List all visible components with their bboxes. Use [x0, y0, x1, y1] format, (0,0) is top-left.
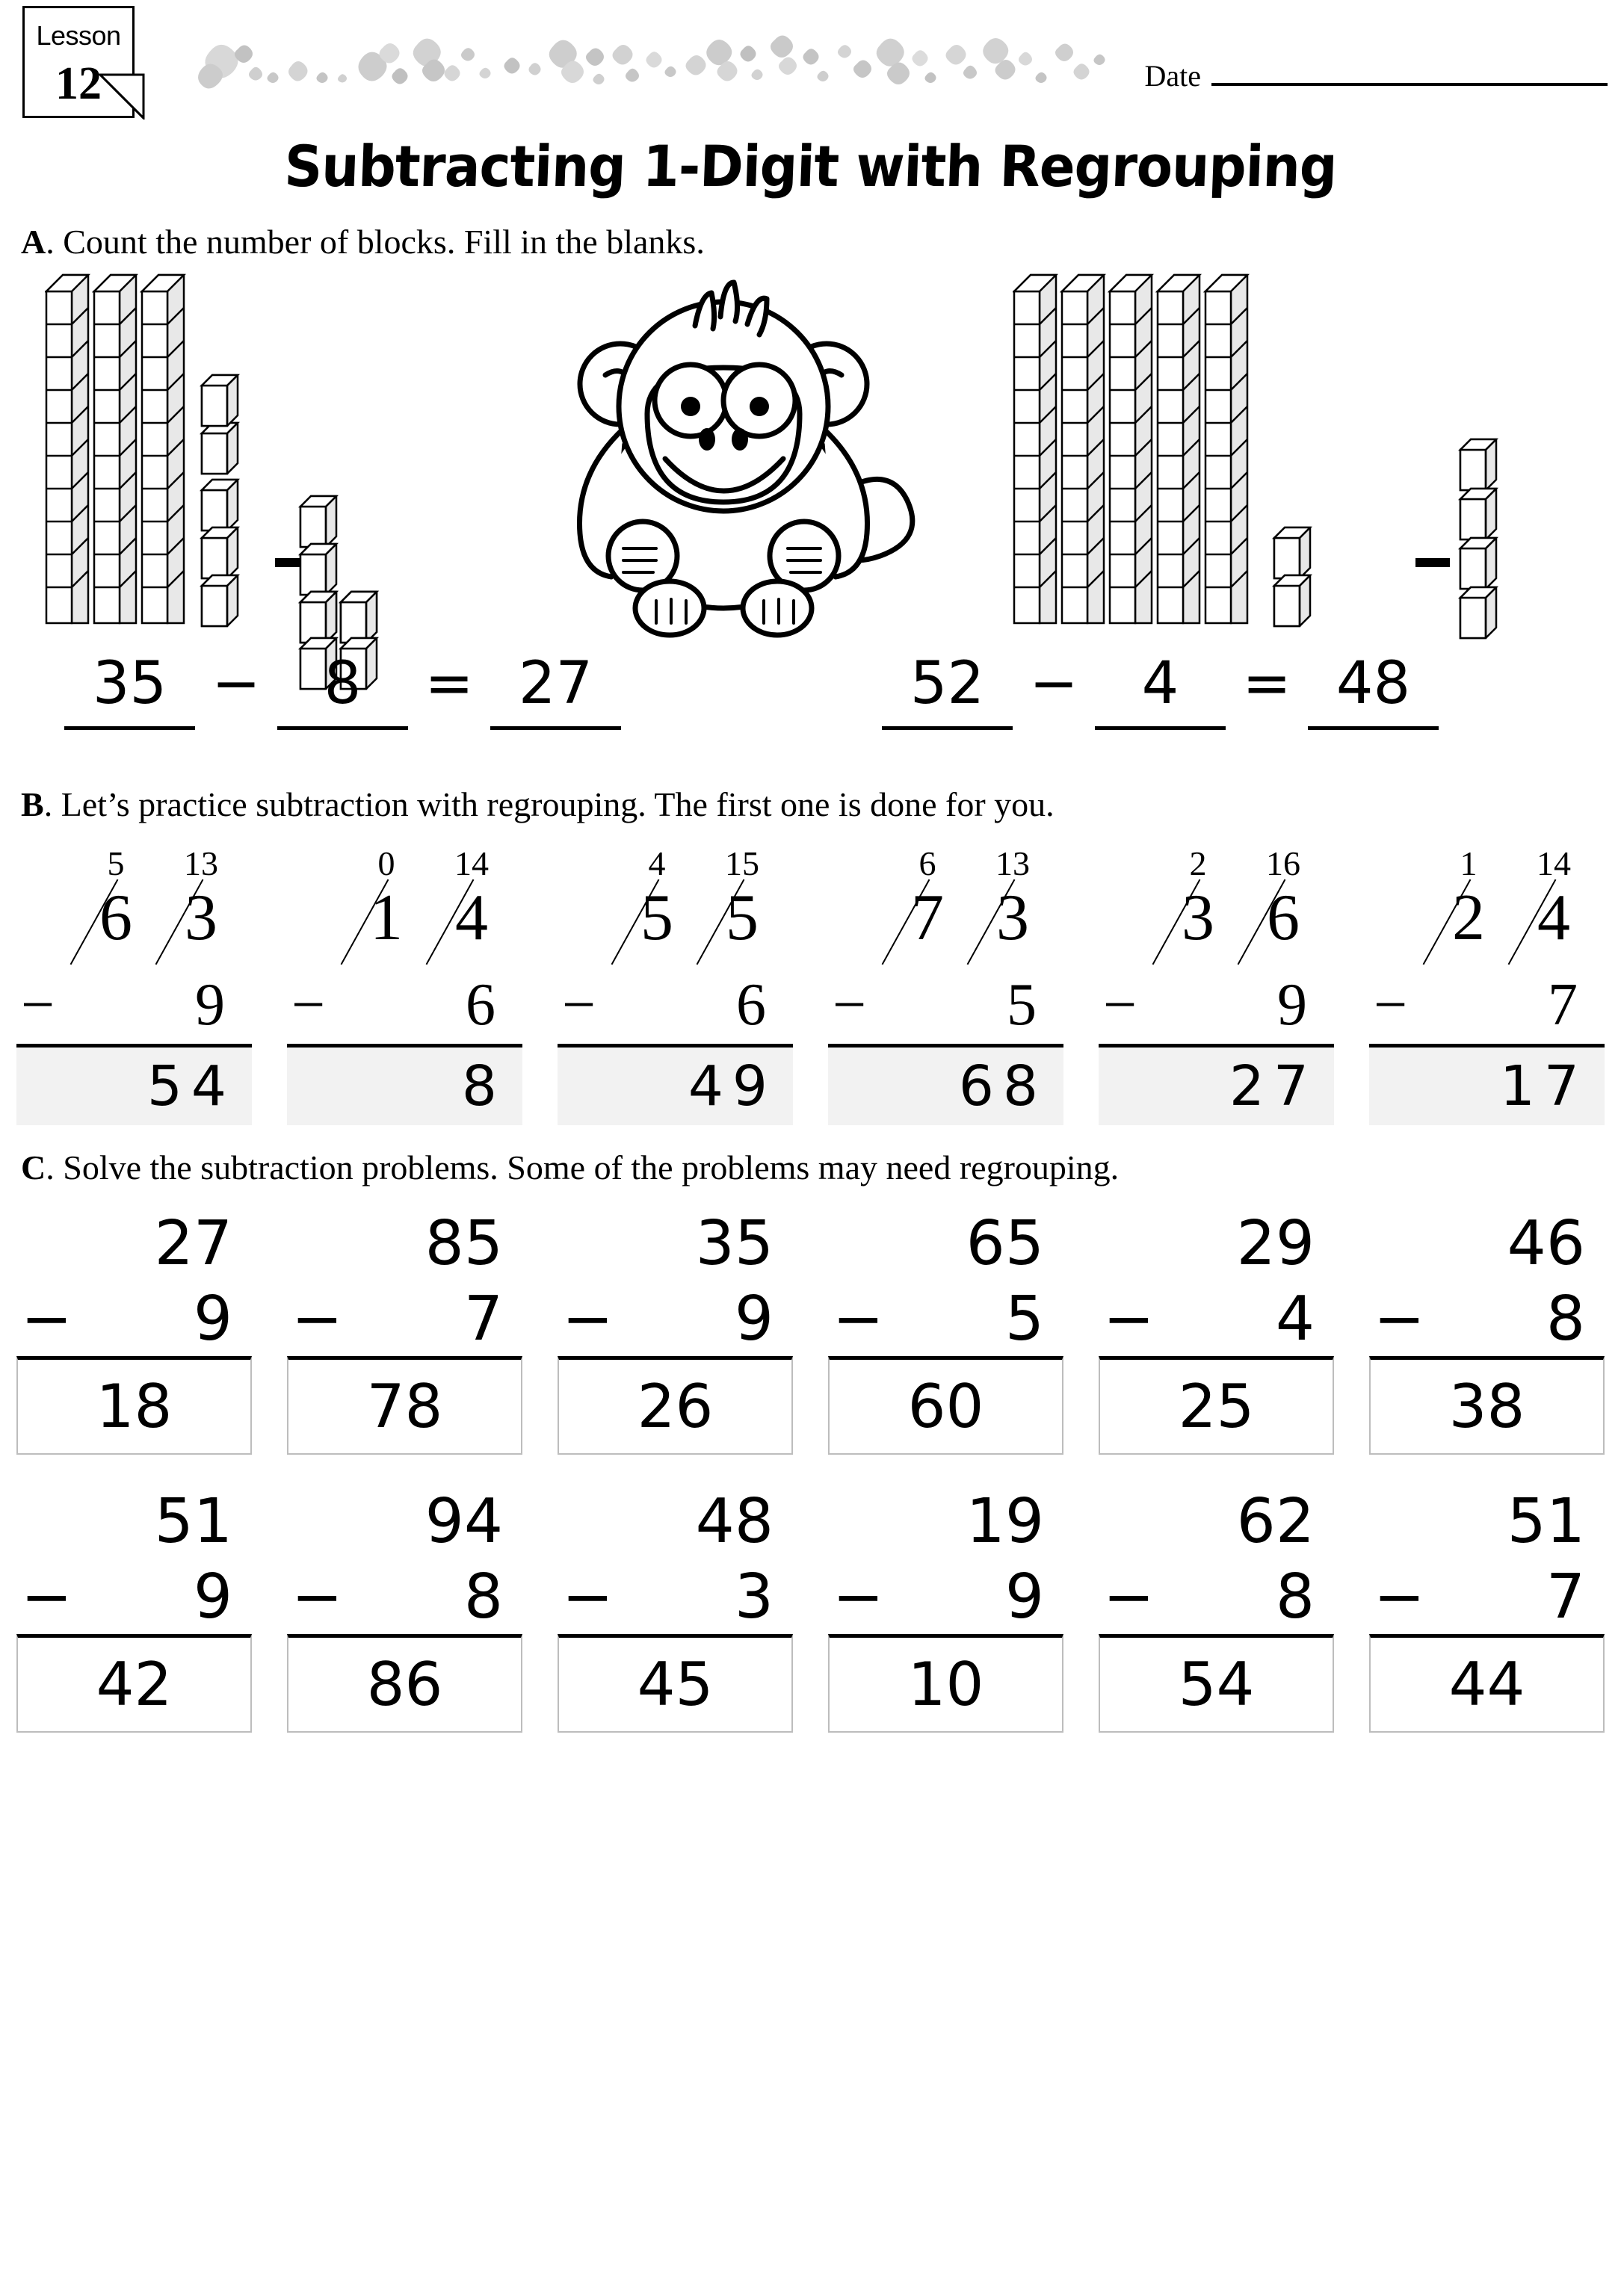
equation-1: [64, 650, 621, 730]
unit-cubes-group-1: [199, 272, 251, 631]
eq1-subtrahend[interactable]: 8: [277, 650, 408, 730]
answer-box[interactable]: 60: [828, 1356, 1063, 1455]
subtrahend-row: [287, 966, 522, 1044]
subtrahend: 7: [1548, 971, 1578, 1038]
subtrahend-row: [16, 966, 252, 1044]
minus-sign: −: [291, 1283, 343, 1355]
eq2-answer[interactable]: 48: [1308, 650, 1439, 730]
answer-box[interactable]: [1099, 1048, 1334, 1125]
regroup-tens: 4: [648, 844, 666, 882]
subtrahend: 8: [1546, 1283, 1585, 1355]
answer-tens: 4: [688, 1054, 732, 1118]
minuend-tens: 3: [1158, 885, 1238, 966]
subtraction-problem: [1369, 1207, 1605, 1455]
subtraction-problem: [828, 1485, 1063, 1733]
section-b-instruction-text: . Let’s practice subtraction with regrouping. The first one is done for you.: [43, 785, 1055, 823]
minuend-crossed: [287, 882, 522, 966]
monkey-illustration: [537, 279, 925, 638]
regroup-problem: [558, 844, 793, 1125]
eq1-minus-sign: −: [211, 650, 261, 717]
subtrahend: 8: [463, 1561, 503, 1633]
minus-sign: −: [833, 971, 867, 1038]
minuend-tens: 7: [887, 885, 968, 966]
regroup-problem: [16, 844, 252, 1125]
equation-2: [882, 650, 1439, 730]
date-label: Date: [1144, 59, 1201, 93]
subtrahend-row: [1099, 1559, 1334, 1634]
subtraction-problem: [1099, 1485, 1334, 1733]
subtrahend-row: [828, 1281, 1063, 1356]
answer-box[interactable]: 86: [287, 1634, 522, 1733]
minuend: 94: [424, 1486, 503, 1557]
subtrahend-row: [828, 966, 1063, 1044]
minus-operator-icon-2: [1404, 557, 1462, 571]
subtrahend-row: [16, 1281, 252, 1356]
subtrahend-row: [1099, 1281, 1334, 1356]
subtrahend: 5: [1007, 971, 1037, 1038]
answer-box[interactable]: [558, 1048, 793, 1125]
eq2-subtrahend[interactable]: 4: [1095, 650, 1226, 730]
minuend: 46: [1507, 1208, 1585, 1279]
minuend-ones: 4: [427, 885, 516, 966]
minuend: 65: [966, 1208, 1044, 1279]
section-c-instruction-text: . Solve the subtraction problems. Some of the problems may need regrouping.: [46, 1148, 1120, 1186]
minuend-tens: 2: [1428, 885, 1509, 966]
minuend: 51: [154, 1486, 232, 1557]
section-b-problems: [0, 844, 1621, 1125]
minus-sign: −: [291, 971, 326, 1038]
answer-tens: 5: [146, 1054, 191, 1118]
minus-sign: −: [562, 1561, 614, 1633]
section-c-instruction: [21, 1148, 1621, 1187]
subtrahend-row: [558, 966, 793, 1044]
subtrahend-row: [1369, 1559, 1605, 1634]
regroup-problem: [1369, 844, 1605, 1125]
minuend-ones: 6: [1238, 885, 1328, 966]
page-fold-icon: [99, 73, 151, 120]
lesson-label: Lesson: [36, 20, 121, 51]
minus-sign: −: [562, 1283, 614, 1355]
subtrahend: 9: [1277, 971, 1307, 1038]
regroup-tens: 5: [107, 844, 125, 882]
regroup-tens: 0: [377, 844, 395, 882]
minus-sign: −: [1374, 971, 1408, 1038]
subtrahend-row: [287, 1281, 522, 1356]
answer-box[interactable]: 44: [1369, 1634, 1605, 1733]
section-a-instruction: [21, 222, 1621, 262]
eq2-minus-sign: −: [1029, 650, 1078, 717]
regroup-ones: 14: [1537, 844, 1571, 882]
rods-group-1: [45, 272, 194, 631]
lesson-number: 12: [55, 58, 102, 109]
subtracted-cubes-group-2: [1457, 438, 1517, 647]
subtrahend: 7: [1546, 1561, 1585, 1633]
answer-box[interactable]: 25: [1099, 1356, 1334, 1455]
answer-box[interactable]: 18: [16, 1356, 252, 1455]
answer-box[interactable]: [828, 1048, 1063, 1125]
subtrahend-row: [287, 1559, 522, 1634]
minuend: 27: [154, 1208, 232, 1279]
subtraction-problem: [16, 1485, 252, 1733]
minuend-tens: 1: [346, 885, 427, 966]
minuend-ones: 4: [1509, 885, 1599, 966]
section-a-equations: [0, 650, 1621, 762]
section-b-instruction: [21, 785, 1621, 824]
regroup-problem: [1099, 844, 1334, 1125]
subtrahend: 9: [193, 1561, 232, 1633]
subtrahend: 4: [1275, 1283, 1315, 1355]
decorative-leaf-band: [179, 22, 1114, 97]
rods-group-2: [1013, 272, 1267, 631]
minuend-crossed: [16, 882, 252, 966]
minuend-crossed: [1099, 882, 1334, 966]
answer-tens: 1: [1499, 1054, 1544, 1118]
regroup-marks: [16, 844, 252, 885]
section-b-letter: B: [21, 785, 44, 823]
regroup-tens: 6: [918, 844, 936, 882]
minuend-crossed: [558, 882, 793, 966]
minus-sign: −: [21, 1561, 72, 1633]
minus-sign: −: [833, 1283, 884, 1355]
answer-box[interactable]: 10: [828, 1634, 1063, 1733]
minuend: 48: [695, 1486, 774, 1557]
answer-box[interactable]: 45: [558, 1634, 793, 1733]
minuend-tens: 6: [75, 885, 156, 966]
date-field[interactable]: [1144, 58, 1608, 93]
minuend-ones: 3: [156, 885, 246, 966]
answer-tens: 2: [1229, 1054, 1273, 1118]
subtrahend: 8: [1275, 1561, 1315, 1633]
answer-ones: 7: [1273, 1054, 1318, 1118]
subtraction-problem: [16, 1207, 252, 1455]
minus-sign: −: [1103, 1561, 1155, 1633]
answer-box[interactable]: [16, 1048, 252, 1125]
subtrahend-row: [828, 1559, 1063, 1634]
base-ten-model-1: [45, 272, 251, 631]
answer-box[interactable]: [1369, 1048, 1605, 1125]
subtrahend: 9: [193, 1283, 232, 1355]
subtrahend-row: [558, 1281, 793, 1356]
minus-sign: −: [21, 1283, 72, 1355]
eq1-equals-sign: =: [424, 650, 474, 717]
minuend: 62: [1236, 1486, 1315, 1557]
subtraction-problem: [558, 1485, 793, 1733]
subtrahend-row: [558, 1559, 793, 1634]
regroup-marks: [1099, 844, 1334, 885]
subtrahend: 9: [1004, 1561, 1044, 1633]
minuend: 29: [1236, 1208, 1315, 1279]
subtrahend-row: [1369, 966, 1605, 1044]
subtrahend: 6: [736, 971, 766, 1038]
minus-sign: −: [1374, 1283, 1425, 1355]
regroup-marks: [1369, 844, 1605, 885]
base-ten-model-2: [1013, 272, 1324, 631]
minuend: 35: [695, 1208, 774, 1279]
regroup-ones: 13: [995, 844, 1030, 882]
subtraction-problem: [558, 1207, 793, 1455]
subtrahend: 9: [734, 1283, 774, 1355]
subtraction-problem: [1099, 1207, 1334, 1455]
regroup-ones: 16: [1266, 844, 1300, 882]
regroup-ones: 13: [184, 844, 218, 882]
section-a-letter: A: [21, 223, 46, 261]
date-blank-line[interactable]: [1211, 81, 1608, 86]
answer-ones: 8: [1002, 1054, 1047, 1118]
minus-sign: −: [21, 971, 55, 1038]
regroup-problem: [287, 844, 522, 1125]
minuend: 51: [1507, 1486, 1585, 1557]
answer-box[interactable]: 42: [16, 1634, 252, 1733]
minus-sign: −: [833, 1561, 884, 1633]
subtrahend: 6: [466, 971, 495, 1038]
subtrahend: 5: [1004, 1283, 1044, 1355]
minuend-ones: 3: [968, 885, 1057, 966]
page-title: Subtracting 1-Digit with Regrouping: [283, 133, 1338, 199]
answer-box[interactable]: 26: [558, 1356, 793, 1455]
regroup-ones: 14: [454, 844, 489, 882]
answer-box[interactable]: 38: [1369, 1356, 1605, 1455]
minus-sign: −: [1103, 1283, 1155, 1355]
regroup-problem: [828, 844, 1063, 1125]
subtrahend: 9: [195, 971, 225, 1038]
subtraction-problem: [1369, 1485, 1605, 1733]
regroup-marks: [287, 844, 522, 885]
subtraction-problem: [287, 1485, 522, 1733]
answer-ones: 4: [191, 1054, 235, 1118]
minuend-ones: 5: [697, 885, 787, 966]
subtrahend-row: [16, 1559, 252, 1634]
minuend-tens: 5: [617, 885, 697, 966]
answer-tens: 6: [958, 1054, 1003, 1118]
answer-box[interactable]: 78: [287, 1356, 522, 1455]
section-c-row-1: [0, 1207, 1621, 1455]
answer-box[interactable]: [287, 1048, 522, 1125]
minuend-crossed: [828, 882, 1063, 966]
subtrahend: 7: [463, 1283, 503, 1355]
answer-ones: 7: [1543, 1054, 1588, 1118]
minus-sign: −: [1103, 971, 1137, 1038]
section-a-instruction-text: . Count the number of blocks. Fill in the blanks.: [46, 223, 705, 261]
section-a-illustrations: [0, 272, 1621, 646]
regroup-marks: [558, 844, 793, 885]
regroup-tens: 1: [1460, 844, 1478, 882]
regroup-ones: 15: [725, 844, 759, 882]
answer-box[interactable]: 54: [1099, 1634, 1334, 1733]
minus-sign: −: [1374, 1561, 1425, 1633]
subtraction-problem: [287, 1207, 522, 1455]
subtrahend-row: [1369, 1281, 1605, 1356]
page-header: [0, 0, 1621, 120]
answer-ones: 8: [461, 1054, 506, 1118]
answer-ones: 9: [732, 1054, 776, 1118]
subtrahend: 3: [734, 1561, 774, 1633]
minus-sign: −: [291, 1561, 343, 1633]
subtrahend-row: [1099, 966, 1334, 1044]
eq2-minuend[interactable]: 52: [882, 650, 1013, 730]
eq1-answer[interactable]: 27: [490, 650, 621, 730]
regroup-tens: 2: [1189, 844, 1207, 882]
minuend: 19: [966, 1486, 1044, 1557]
minuend: 85: [424, 1208, 503, 1279]
section-c-letter: C: [21, 1148, 46, 1186]
unit-cubes-group-2: [1271, 272, 1324, 631]
eq1-minuend[interactable]: 35: [64, 650, 195, 730]
minuend-crossed: [1369, 882, 1605, 966]
subtraction-problem: [828, 1207, 1063, 1455]
section-c-row-2: [0, 1485, 1621, 1733]
eq2-equals-sign: =: [1242, 650, 1291, 717]
minus-sign: −: [562, 971, 596, 1038]
regroup-marks: [828, 844, 1063, 885]
